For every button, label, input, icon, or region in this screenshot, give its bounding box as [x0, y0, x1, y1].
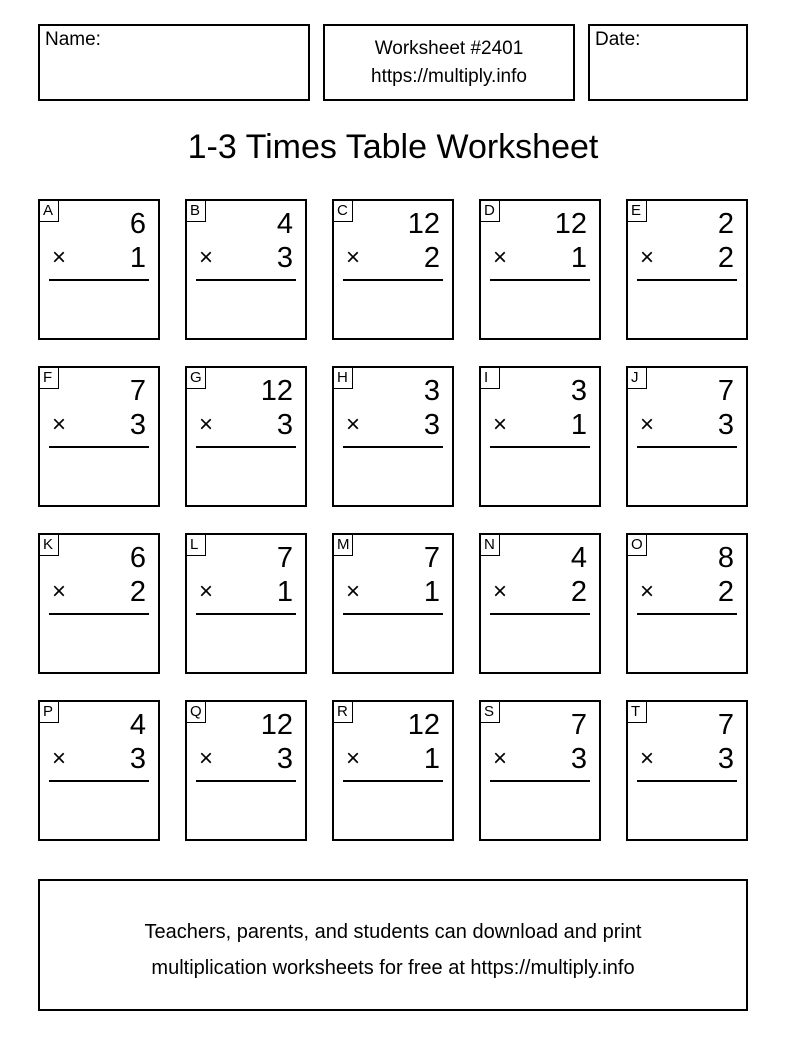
problem-card[interactable]	[38, 199, 160, 340]
multiplier: 2	[717, 242, 734, 274]
multiplier: 3	[276, 242, 293, 274]
answer-line	[49, 613, 149, 615]
multiplier: 3	[570, 743, 587, 775]
multiplier: 3	[423, 409, 440, 441]
times-sign: ×	[493, 745, 508, 772]
multiplier: 1	[276, 576, 293, 608]
date-label: Date:	[595, 29, 641, 50]
times-sign: ×	[52, 411, 67, 438]
name-label: Name:	[45, 29, 101, 50]
problem-letter: L	[186, 534, 206, 556]
multiplier: 3	[276, 743, 293, 775]
problem-card[interactable]	[38, 533, 160, 674]
problem-card[interactable]	[185, 366, 307, 507]
problem-letter: C	[333, 200, 353, 222]
answer-line	[49, 446, 149, 448]
problem-letter: S	[480, 701, 500, 723]
multiplier: 3	[717, 409, 734, 441]
multiplier: 2	[129, 576, 146, 608]
answer-line	[490, 279, 590, 281]
multiplicand: 2	[717, 208, 734, 240]
problem-letter: K	[39, 534, 59, 556]
answer-line	[343, 279, 443, 281]
problem-card[interactable]	[332, 533, 454, 674]
times-sign: ×	[346, 578, 361, 605]
multiplicand: 7	[717, 375, 734, 407]
answer-line	[196, 446, 296, 448]
multiplicand: 4	[570, 542, 587, 574]
multiplicand: 3	[570, 375, 587, 407]
problem-letter: M	[333, 534, 353, 556]
multiplier: 3	[276, 409, 293, 441]
multiplicand: 12	[554, 208, 587, 240]
answer-line	[196, 780, 296, 782]
answer-line	[637, 279, 737, 281]
date-field-box[interactable]	[588, 24, 748, 101]
problem-letter: I	[480, 367, 500, 389]
problem-card[interactable]	[479, 700, 601, 841]
times-sign: ×	[52, 244, 67, 271]
multiplier: 3	[717, 743, 734, 775]
footer-line-2: multiplication worksheets for free at https://multiply.info	[151, 957, 635, 979]
multiplicand: 7	[276, 542, 293, 574]
multiplicand: 3	[423, 375, 440, 407]
problem-card[interactable]	[626, 533, 748, 674]
problem-card[interactable]	[626, 199, 748, 340]
problem-letter: Q	[186, 701, 206, 723]
problem-card[interactable]	[479, 199, 601, 340]
page-title: 1-3 Times Table Worksheet	[187, 128, 599, 166]
answer-line	[637, 613, 737, 615]
answer-line	[196, 279, 296, 281]
times-sign: ×	[640, 244, 655, 271]
multiplicand: 4	[276, 208, 293, 240]
multiplier: 3	[129, 743, 146, 775]
multiplier: 2	[423, 242, 440, 274]
answer-line	[49, 780, 149, 782]
problem-card[interactable]	[185, 533, 307, 674]
times-sign: ×	[640, 745, 655, 772]
problem-letter: P	[39, 701, 59, 723]
worksheet-info-box	[323, 24, 575, 101]
multiplicand: 12	[407, 208, 440, 240]
multiplier: 1	[570, 409, 587, 441]
worksheet-url[interactable]: https://multiply.info	[371, 66, 527, 87]
multiplicand: 4	[129, 709, 146, 741]
problem-letter: G	[186, 367, 206, 389]
problem-letter: E	[627, 200, 647, 222]
answer-line	[343, 780, 443, 782]
times-sign: ×	[493, 578, 508, 605]
times-sign: ×	[52, 578, 67, 605]
multiplicand: 12	[260, 375, 293, 407]
problem-letter: A	[39, 200, 59, 222]
problem-letter: N	[480, 534, 500, 556]
multiplier: 1	[570, 242, 587, 274]
answer-line	[490, 446, 590, 448]
answer-line	[490, 780, 590, 782]
times-sign: ×	[199, 745, 214, 772]
multiplicand: 8	[717, 542, 734, 574]
problem-letter: O	[627, 534, 647, 556]
times-sign: ×	[493, 411, 508, 438]
problem-letter: D	[480, 200, 500, 222]
footer-line-1: Teachers, parents, and students can download and print	[144, 921, 642, 943]
problem-letter: J	[627, 367, 647, 389]
problem-card[interactable]	[185, 700, 307, 841]
problem-card[interactable]	[38, 700, 160, 841]
times-sign: ×	[346, 745, 361, 772]
multiplier: 1	[129, 242, 146, 274]
problem-letter: B	[186, 200, 206, 222]
times-sign: ×	[199, 578, 214, 605]
answer-line	[343, 613, 443, 615]
problem-letter: R	[333, 701, 353, 723]
problem-letter: H	[333, 367, 353, 389]
answer-line	[637, 780, 737, 782]
problem-card[interactable]	[479, 533, 601, 674]
times-sign: ×	[199, 244, 214, 271]
times-sign: ×	[199, 411, 214, 438]
times-sign: ×	[640, 578, 655, 605]
multiplier: 2	[717, 576, 734, 608]
problem-letter: F	[39, 367, 59, 389]
times-sign: ×	[346, 244, 361, 271]
name-field-box[interactable]	[38, 24, 310, 101]
times-sign: ×	[493, 244, 508, 271]
multiplicand: 7	[129, 375, 146, 407]
problem-letter: T	[627, 701, 647, 723]
multiplicand: 12	[260, 709, 293, 741]
times-sign: ×	[52, 745, 67, 772]
answer-line	[343, 446, 443, 448]
multiplicand: 7	[570, 709, 587, 741]
problem-card[interactable]	[332, 700, 454, 841]
problem-card[interactable]	[332, 199, 454, 340]
footer-box	[38, 879, 748, 1011]
multiplier: 2	[570, 576, 587, 608]
multiplier: 3	[129, 409, 146, 441]
times-sign: ×	[346, 411, 361, 438]
multiplicand: 6	[129, 542, 146, 574]
multiplicand: 6	[129, 208, 146, 240]
problem-card[interactable]	[185, 199, 307, 340]
problem-card[interactable]	[626, 366, 748, 507]
multiplier: 1	[423, 743, 440, 775]
problem-card[interactable]	[332, 366, 454, 507]
problem-card[interactable]	[626, 700, 748, 841]
multiplicand: 7	[423, 542, 440, 574]
answer-line	[490, 613, 590, 615]
problem-card[interactable]	[479, 366, 601, 507]
multiplicand: 7	[717, 709, 734, 741]
answer-line	[49, 279, 149, 281]
problem-card[interactable]	[38, 366, 160, 507]
answer-line	[196, 613, 296, 615]
times-sign: ×	[640, 411, 655, 438]
multiplier: 1	[423, 576, 440, 608]
multiplicand: 12	[407, 709, 440, 741]
worksheet-number: Worksheet #2401	[374, 38, 524, 59]
answer-line	[637, 446, 737, 448]
